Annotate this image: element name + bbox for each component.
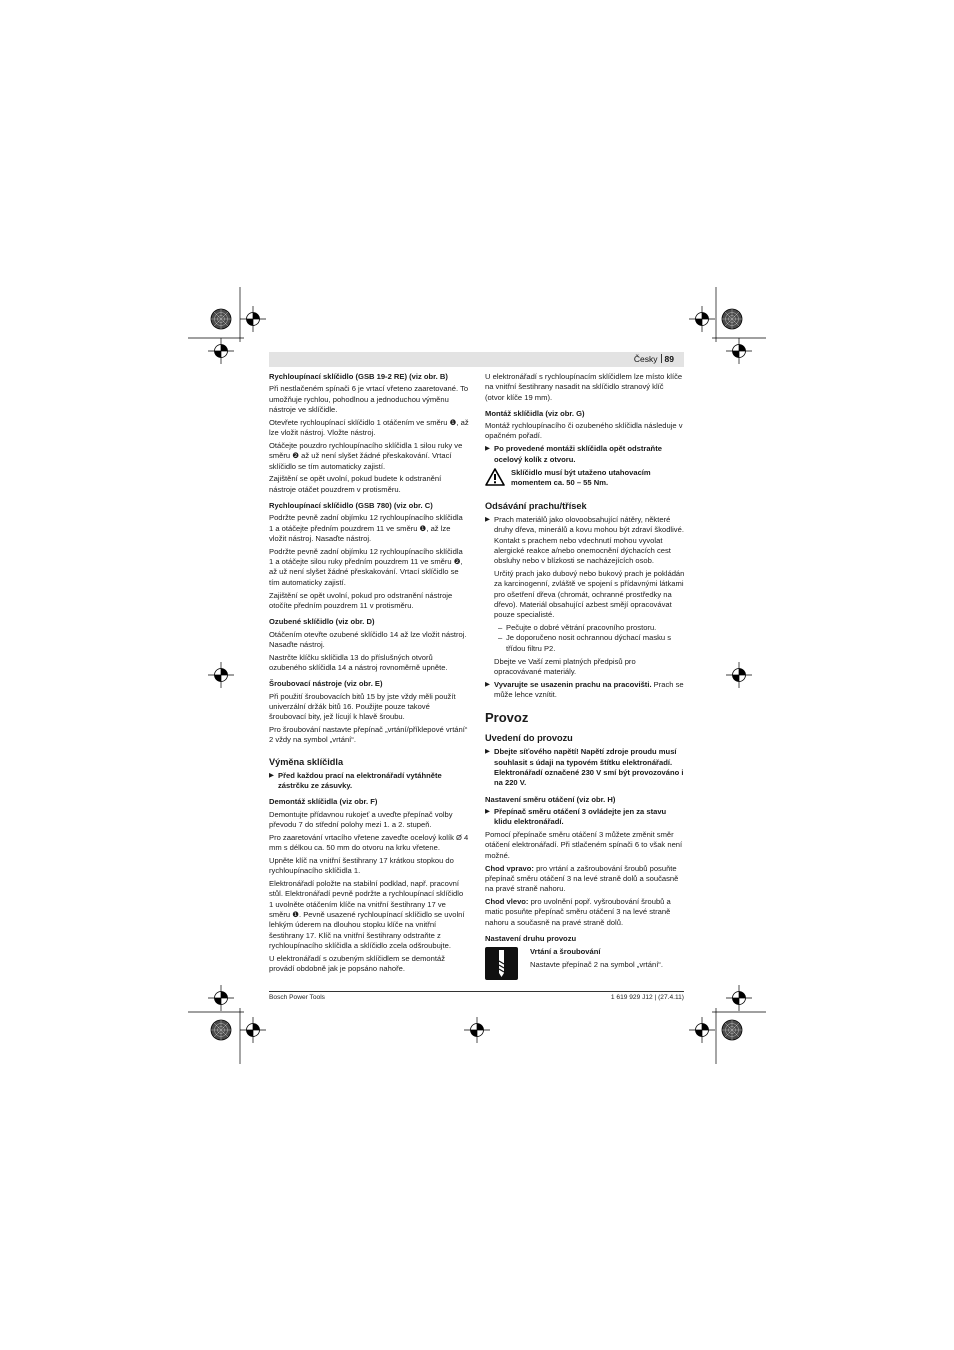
paragraph: Při nestlačeném spínači 6 je vrtací vřeteno zaaretované. To umožňuje rychlou, pohodlnou a jednoduchou výměnu nástroje ve sklíčidle. [269,384,469,414]
bullet-text: Prach materiálů jako olovoobsahující nátěry, některé druhy dřeva, minerálů a kovu mohou být zdraví škodlivé. Kontakt s prachem nebo vdechnutí mohou vyvolat alergické reakce a/nebo onemocnění dýchacích cest obsluhy nebo v blízkosti se nacházejících osob. [494,514,684,566]
header-language: Česky [633,354,658,364]
page-header-bar [269,352,684,367]
footer-brand: Bosch Power Tools [269,994,325,1001]
paragraph-lead: Chod vlevo: [485,897,529,907]
bullet-text: Po provedené montáži sklíčidla opět odstraňte ocelový kolík z otvoru. [494,444,662,464]
chapter-heading: Provoz [485,710,529,726]
drill-bit-glyph [485,947,518,980]
warning-note [485,468,685,490]
footer-code: 1 619 929 J12 | (27.4.11) [610,994,684,1001]
paragraph: Při použití šroubovacích bitů 15 by jste vždy měli použít univerzální držák bitů 16. Použijte pouze takové šroubovací bity, jež lícují k hlavě šroubu. [269,691,456,722]
left-column [269,372,469,977]
triangle-bullet-icon: ▶ [269,771,274,779]
bullet-text: Přepínač směru otáčení 3 ovládejte jen za stavu klidu elektronářadí. [494,806,667,827]
warning-text: Sklíčidlo musí být utaženo utahovacím momentem ca. 50 – 55 Nm. [511,467,651,488]
subsection-title: Demontáž sklíčidla (viz obr. F) [269,797,378,807]
subsection-title: Ozubené sklíčidlo (viz obr. D) [269,617,375,627]
header-separator [661,354,662,363]
subsection-title: Rychloupínací sklíčidlo (GSB 19-2 RE) (viz obr. B) [269,372,448,381]
subsection-title: Nastavení druhu provozu [485,933,577,943]
triangle-bullet-icon: ▶ [485,748,490,756]
right-column [485,372,685,981]
bullet-bold-text: Vyvarujte se usazenin prachu na pracovišti. [494,679,652,689]
dash-marker: – [498,633,503,643]
paragraph: Pro šroubování nastavte přepínač „vrtání/příklepové vrtání“ 2 vždy na symbol „vrtání“. [269,725,468,745]
page-header [634,353,674,366]
subsection-title: Rychloupínací sklíčidlo (GSB 780) (viz obr. C) [269,501,433,511]
paragraph-lead: Chod vpravo: [485,863,534,873]
dash-marker: – [498,623,503,633]
page-number: 89 [664,354,674,364]
paragraph: Pomocí přepínače směru otáčení 3 můžete změnit směr otáčení elektronářadí. Při stlačeném spínači 6 to však není možné. [485,830,683,860]
paragraph: Zajištění se opět uvolní, pokud budete k odstranění nástroje otáčet pouzdrem v protisměru. [269,474,442,494]
mode-text: Nastavte přepínač 2 na symbol „vrtání“. [530,959,663,969]
paragraph: Podržte pevně zadní objímku 12 rychloupínacího sklíčidla 1 a otáčejte předním pouzdrem 11 ve směru ❶, až lze vložit nástroj. Nasaďte nástroj. [269,513,463,543]
footer-divider [269,991,684,992]
triangle-bullet-icon: ▶ [485,807,490,815]
paragraph: Elektronářadí položte na stabilní podklad, např. pracovní stůl. Elektronářadí pevně podržte a rychloupínací sklíčidlo 1 uvolněte otáčením klíče na vnitřní šestihrany 17 ve směru ❶. Pevně usazené rychloupínací sklíčidlo se uvolní lehkým úderem na dlouhou stopku klíče na vnitřní šestihrany 17. Klíč na vnitřní šestihrany odstraňte z rychloupínacího sklíčidla a sklíčidlo zcela odšroubujte. [269,879,465,950]
triangle-bullet-icon: ▶ [485,515,490,523]
dash-item [485,623,685,633]
warning-triangle-icon [485,468,505,486]
info-bullet [485,515,685,566]
paragraph: Dbejte ve Vaší zemi platných předpisů pro opracovávané materiály. [494,656,636,676]
paragraph: Otevřete rychloupínací sklíčidlo 1 otáčením ve směru ❶, až lze vložit nástroj. Vložte nástroj. [269,417,469,438]
mode-title: Vrtání a šroubování [530,947,601,957]
paragraph-text: pro uvolnění popř. vyšroubování šroubů a matic posuňte přepínač směru otáčení 3 na levé straně nahoru a současně na pravé straně dolů. [485,897,671,927]
triangle-bullet-icon: ▶ [485,680,490,688]
section-heading: Uvedení do provozu [485,733,573,744]
paragraph: Určitý prach jako dubový nebo bukový prach je pokládán za karcinogenní, zvláště ve spojení s přídavnými látkami pro ošetření dřeva (chromát, ochranné prostředky na dřevo). Materiál obsahující azbest smějí opracovávat pouze specialisté. [494,569,685,620]
bullet-text: Prach se může lehce vznítit. [494,679,684,700]
paragraph: Otáčejte pouzdro rychloupínacího sklíčidla 1 silou ruky ve směru ❷ až už není slyšet žádné přeskakování. Vrtací sklíčidlo se tím automaticky zajistí. [269,440,463,471]
dash-text: Je doporučeno nosit ochrannou dýchací masku s třídou filtru P2. [506,633,672,653]
subsection-title: Nastavení směru otáčení (viz obr. H) [485,794,616,804]
paragraph: Pro zaaretování vrtacího vřetene zaveďte ocelový kolík Ø 4 mm s délkou ca. 50 mm do otvoru na krku vřetene. [269,832,469,853]
safety-bullet [485,444,685,465]
subsection-title: Montáž sklíčidla (viz obr. G) [485,408,585,418]
section-heading: Výměna sklíčidla [269,756,344,767]
dash-text: Pečujte o dobré větrání pracovního prostoru. [506,623,657,633]
bullet-text: Před každou prací na elektronářadí vytáhněte zástrčku ze zásuvky. [278,770,442,790]
triangle-bullet-icon: ▶ [485,445,490,453]
mode-block [485,947,685,981]
paragraph: U elektronářadí s rychloupínacím sklíčidlem lze místo klíče na vnitřní šestihrany nasadit na sklíčidlo stranový klíč (otvor klíče 19 mm). [485,372,683,402]
paragraph: Otáčením otevřte ozubené sklíčidlo 14 až lze vložit nástroj. Nasaďte nástroj. [269,629,467,649]
paragraph: Podržte pevně zadní objímku 12 rychloupínacího sklíčidla 1 a otáčejte silou ruky předním pouzdrem 11 ve směru ❷, až už není slyšet žádné přeskakování. Vrtací sklíčidlo se tím automaticky zajistí. [269,546,463,587]
safety-bullet [269,771,469,792]
paragraph: Upněte klíč na vnitřní šestihrany 17 krátkou stopkou do rychloupínacího sklíčidla 1. [269,855,454,876]
paragraph: Zajištění se opět uvolní, pokud pro odstranění nástroje otočíte předním pouzdrem 11 v protisměru. [269,590,453,610]
paragraph [485,897,685,928]
paragraph: Nastrčte klíčku sklíčidla 13 do příslušných otvorů ozubeného sklíčidla 14 a nástroj rovnoměrně upněte. [269,652,448,672]
subsection-title: Šroubovací nástroje (viz obr. E) [269,679,383,689]
paragraph: U elektronářadí s ozubeným sklíčidlem se demontáž provádí obdobně jak je popsáno nahoře. [269,953,446,974]
drill-bit-icon [485,947,518,980]
section-heading: Odsávání prachu/třísek [485,500,587,511]
dash-item [485,633,685,654]
paragraph [485,864,685,895]
safety-bullet [485,807,685,828]
paragraph-text: pro vrtání a zašroubování šroubů posuňte přepínač směru otáčení 3 na levé straně dolů a současně na pravé straně nahoru. [485,863,679,894]
safety-bullet [485,747,685,788]
paragraph: Montáž rychloupínacího či ozubeného sklíčidla následuje v opačném pořadí. [485,421,683,441]
bullet-text: Dbejte síťového napětí! Napětí zdroje proudu musí souhlasit s údaji na typovém štítku elektronářadí. Elektronářadí označené 230 V smí být provozováno i na 220 V. [494,747,684,788]
paragraph: Demontujte přídavnou rukojeť a uveďte přepínač volby převodu 7 do střední polohy mezi 1. a 2. stupeň. [269,809,453,829]
safety-bullet [485,680,685,701]
